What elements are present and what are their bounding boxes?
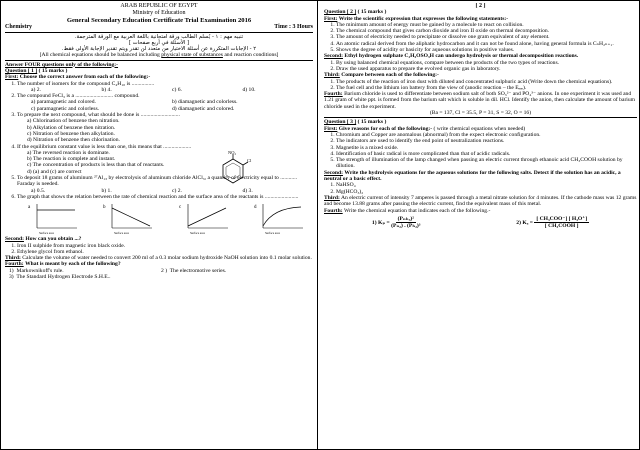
q1-fourth-list <box>5 268 313 281</box>
svg-text:Surface area: Surface area <box>264 231 280 236</box>
mcq-item: 2. The compound FeCl₃ is a ........................... compound. a) paramagnetic and colored. b) diamagnetic and colorless. c) paramagnetic and colorless. d) diamagnetic and colored. <box>17 93 313 112</box>
left-column <box>5 3 313 447</box>
option: a) paramagnetic and colored. <box>31 99 96 106</box>
option: c) 2. <box>172 187 182 194</box>
list-item: 3) The Standard Hydrogen Electrode S.H.E.. <box>9 274 111 281</box>
option: b) The reaction is complete and instant. <box>27 156 116 163</box>
option: d) Nitration of benzene then chlorination. <box>27 137 120 144</box>
subject: Chemistry <box>5 24 32 30</box>
q2-heading: Question [ 2 ] ( 15 marks ) <box>324 9 387 16</box>
option: c) The concentration of products is less than that of reactants. <box>27 162 165 169</box>
list-item: 4. An atomic radical derived from the aliphatic hydrocarbon and it can not be found alone, having general formula is CₙH₂ₙ₊₁. <box>336 41 637 47</box>
list-item: 2. Ethylene glycol from ethanol. <box>17 249 313 255</box>
mcq-item: 5. To deposit 18 grams of aluminum ²⁷Al₁₃ by electrolysis of aluminum chloride AlCl₃, a quantity of electricity equal to ............ Faraday is needed. a) 0.5. b) 1. c) 2. d) 3. <box>17 175 313 194</box>
arabic-note-2: [ الأسئلة في أربع صفحات ] <box>128 40 190 46</box>
svg-text:NO₂: NO₂ <box>228 151 237 155</box>
list-item: 4. Identification of basic radical is more complicated than that of acidic radicals. <box>336 151 637 157</box>
svg-text:c: c <box>178 205 181 211</box>
ka-expression: 2) Kₐ = $\frac{\text{[ CH₃COO⁻] [ H₃O⁺]}}{\text{[ CH₃COOH ]}}$ <box>516 215 588 230</box>
q2-second: Second: Ethyl hydrogen sulphate C₂H₅OSO₃H can undergo hydrolysis or thermal decomposition reactions. <box>324 53 579 60</box>
graph-option-b <box>102 202 154 236</box>
svg-text:Surface area: Surface area <box>114 231 130 236</box>
list-item: 3. The amount of electricity needed to precipitate or dissolve one gram equivalent of any element. <box>336 34 637 40</box>
list-item: 2 ) The electromotive series. <box>161 267 227 274</box>
q2-second-list <box>324 60 637 73</box>
q3-second: Second: Write the hydrolysis equations for the aqueous solutions for the following salts. Detect if the solution has an acidic, a neutral or a basic effect. <box>324 169 621 183</box>
list-item: 5. The strength of illumination of the lamp changed when passing an electric current through ethanoic acid CH₃COOH solution by dilution. <box>336 157 637 170</box>
option: c) Nitration of benzene then alkylation. <box>27 130 115 137</box>
atomic-masses: (Ba = 137, Cl = 35.5, P = 31, S = 32, O = 16) <box>429 110 532 117</box>
instruction: Answer FOUR questions only of the following:- <box>5 61 119 68</box>
q2-first: First: Write the scientific expression that expresses the following statements:- <box>324 15 509 22</box>
graph-options <box>17 200 313 236</box>
header-rule <box>5 32 313 33</box>
graph-option-c <box>178 202 230 236</box>
list-item: 1. By using balanced chemical equations, compare between the products of the two types of reactions. <box>336 60 637 66</box>
list-item: 5. Shows the degree of acidity or basicity for aqueous solutions in positive values. <box>336 47 637 53</box>
list-item: 1. Chromium and Copper are anomalous (abnormal) from the expect electronic configuration. <box>336 132 637 138</box>
list-item: 3. Magnetite is a mixed oxide. <box>336 145 637 151</box>
exam-title: General Secondary Education Certificate Trial Examination 2016 <box>66 16 252 24</box>
graph-option-d <box>253 202 305 236</box>
list-item: 1. Iron II sulphide from magnetic iron black oxide. <box>17 243 313 249</box>
option: a) 0.5. <box>31 187 46 194</box>
q1-second-list <box>5 243 313 256</box>
option: d) 3. <box>242 187 253 194</box>
list-item: 1) Markownikoff's rule. <box>9 267 64 274</box>
ministry-title: Ministry of Education <box>132 9 186 16</box>
option: d) diamagnetic and colored. <box>172 105 235 112</box>
svg-text:b: b <box>103 205 106 211</box>
mcq-item: 1. The number of isomers for the compound C₄H₁₀ is ................ a) 2. b) 4. c) 6. d) 10. <box>17 81 313 94</box>
svg-text:Cl: Cl <box>247 158 252 163</box>
mcq-item: 6. The graph that shows the relation between the rate of chemical reaction and the surface area of the reactants is ........................ a Surface area b Surface area c Surface area d Surface area <box>17 194 313 236</box>
column-divider <box>317 1 318 449</box>
option: b) Alkylation of benzene then nitration. <box>27 124 116 131</box>
q2-first-list <box>324 22 637 53</box>
balance-note: [All chemical equations should be balanced including physical state of substances and reaction conditions] <box>39 52 279 59</box>
option: a) Chlorination of benzene then nitration. <box>27 118 120 125</box>
q1-fourth: Fourth: What is meant by each of the following? <box>5 261 121 268</box>
q3-second-list <box>324 182 637 195</box>
right-column <box>324 3 637 447</box>
option: a) The reversed reaction is dominate. <box>27 149 110 156</box>
list-item: 1. The minimum amount of energy must be gained by a molecule to react on collision. <box>336 22 637 28</box>
q1-second: Second: How can you obtain ...? <box>5 236 82 243</box>
mcq-item: 3. To prepare the next compound, what should be done is ............................ a) Chlorination of benzene then nitration. b) Alkylation of benzene then nitration. c) Nitration of benzene then alkylation. d) Nitration of benzene then chlorination. <box>17 112 313 143</box>
q3-heading: Question [ 3 ] ( 15 marks ) <box>324 119 387 126</box>
svg-text:Surface area: Surface area <box>39 231 54 236</box>
q1-mcq-list <box>5 81 313 237</box>
q3-first: First: Give reasons for each of the following:- ( write chemical equations when needed) <box>324 125 526 132</box>
q2-third-list <box>324 79 637 92</box>
equilibrium-expressions <box>324 216 637 230</box>
svg-text:d: d <box>253 205 257 211</box>
q3-first-list <box>324 132 637 170</box>
list-item: 2. The chemical compound that gives carbon dioxide and iron II oxide on thermal decomposition. <box>336 28 637 34</box>
time-allowed: Time : 3 Hours <box>274 24 313 30</box>
list-item: 2. The indicators are used to identify the end point of neutralization reactions. <box>336 138 637 144</box>
list-item: 2. Mg(HCO₃)₂ <box>336 189 637 195</box>
list-item: 2. Draw the used apparatus to prepare the evolved organic gas in laboratory. <box>336 66 637 72</box>
subject-row <box>5 24 313 31</box>
country-title: ARAB REPUBLIC OF EGYPT <box>120 3 198 9</box>
arabic-note-1: تنبيه مهم : ١ - يُسلم الطالب ورقة امتحانية باللغة العربية مع الورقة المترجمة. <box>74 33 244 40</box>
option: a) 2. <box>31 86 41 93</box>
mcq-item: 4. If the equilibrium constant value is less than one, this means that .................... a) The reversed reaction is dominate. b) The reaction is complete and instant. c) The concentration of products is less than that of reactants. d) (a) and (c) are correct <box>17 144 313 175</box>
kp-expression: 1) Kₚ = $\frac{\text{(Pₙₕ₃)²}}{\text{(Pₙ₂) . (Pₕ₂)³}}$ <box>371 215 421 230</box>
q3-third: Third: An electric current of intensity 7 amperes is passed through a metal nitrate solution for 4 minutes. If the cathode mass was 12 grams and become 13.88 grams after passing the electric current, find the equivalent mass of this metal. <box>324 194 637 208</box>
page-number: [ 2 ] <box>475 3 486 9</box>
q1-first: First: Choose the correct answer from each of the following:- <box>5 74 151 81</box>
option: b) 1. <box>101 187 112 194</box>
option: d) (a) and (c) are correct <box>27 168 82 175</box>
q3-fourth: Fourth: Write the chemical equation that indicates each of the following.- <box>324 207 491 214</box>
list-item: 1. The products of the reaction of iron dust with diluted and concentrated sulphuric acid (Write down the chemical equations). <box>336 79 637 85</box>
option: b) 4. <box>101 86 112 93</box>
option: c) paramagnetic and colorless. <box>31 105 100 112</box>
option: d) 10. <box>242 86 256 93</box>
q2-third: Third: Compare between each of the following:- <box>324 72 439 79</box>
q1-third: Third: Calculate the volume of water needed to convert 200 ml of a 0.3 molar sodium hydroxide NaOH solution into 0.1 molar solution. <box>5 255 312 262</box>
q1-heading: Question [ 1 ] ( 15 marks ) <box>5 68 68 74</box>
graph-option-a <box>27 202 79 236</box>
nitrochlorobenzene-structure <box>209 151 253 191</box>
q2-fourth: Fourth: Barium chloride is used to differentiate between sodium salt of both SO₃²⁻ and PO₄³⁻ anions. In one experiment it was used and 1.21 gram of white ppt. is formed from the barium salt which is soluble in dil. HCl. Identify the anion, then calculate the amount of barium chloride used in the experiment. <box>324 91 636 110</box>
option: b) diamagnetic and colorless. <box>172 99 238 106</box>
arabic-note-3: ٢ - الإجابات المتكررة عن أسئلة الاختيار من متعدد لن تقدر ويتم تقدير الإجابة الأولى فقط. <box>61 46 257 53</box>
instruction-rule <box>5 60 313 61</box>
svg-text:a: a <box>28 205 31 211</box>
svg-text:Surface area: Surface area <box>189 231 205 236</box>
list-item: 1. NaHSO₄ <box>336 182 637 188</box>
option: c) 6. <box>172 86 182 93</box>
list-item: 2. The fuel cell and the lithium ion battery from the view of (anodic reaction – the Eₑₑₑ). <box>336 85 637 91</box>
